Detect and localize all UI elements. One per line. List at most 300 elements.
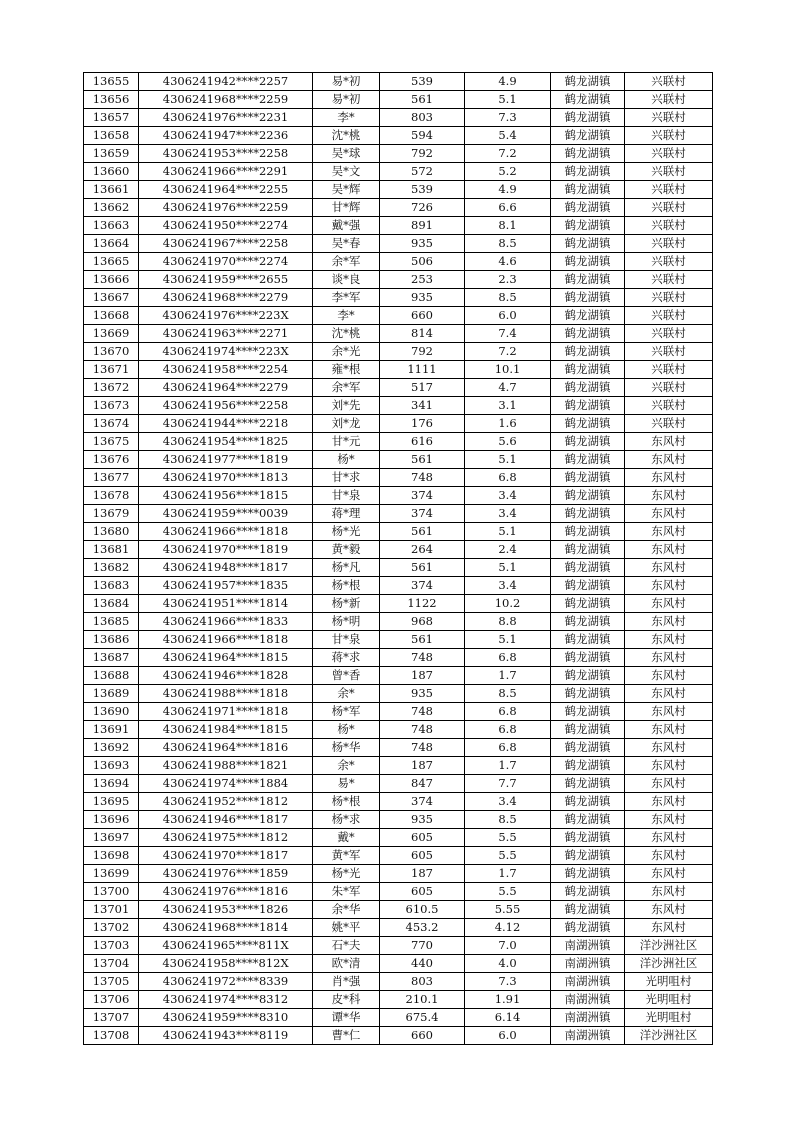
quantity-cell: 8.1 bbox=[465, 217, 551, 235]
table-row bbox=[84, 325, 713, 343]
town-cell: 鹤龙湖镇 bbox=[551, 847, 625, 865]
amount-cell: 616 bbox=[380, 433, 465, 451]
town-cell: 鹤龙湖镇 bbox=[551, 451, 625, 469]
town-cell: 鹤龙湖镇 bbox=[551, 577, 625, 595]
serial-number-cell: 13674 bbox=[84, 415, 139, 433]
name-cell: 李* bbox=[313, 307, 380, 325]
quantity-cell: 8.8 bbox=[465, 613, 551, 631]
quantity-cell: 7.2 bbox=[465, 343, 551, 361]
amount-cell: 187 bbox=[380, 667, 465, 685]
quantity-cell: 2.4 bbox=[465, 541, 551, 559]
village-cell: 光明咀村 bbox=[625, 1009, 713, 1027]
id-number-cell: 4306241966****1833 bbox=[139, 613, 313, 631]
quantity-cell: 6.6 bbox=[465, 199, 551, 217]
serial-number-cell: 13673 bbox=[84, 397, 139, 415]
village-cell: 兴联村 bbox=[625, 127, 713, 145]
town-cell: 鹤龙湖镇 bbox=[551, 127, 625, 145]
amount-cell: 374 bbox=[380, 487, 465, 505]
village-cell: 洋沙洲社区 bbox=[625, 937, 713, 955]
serial-number-cell: 13661 bbox=[84, 181, 139, 199]
table-row bbox=[84, 163, 713, 181]
town-cell: 鹤龙湖镇 bbox=[551, 739, 625, 757]
amount-cell: 605 bbox=[380, 829, 465, 847]
village-cell: 东风村 bbox=[625, 883, 713, 901]
id-number-cell: 4306241964****2279 bbox=[139, 379, 313, 397]
quantity-cell: 6.8 bbox=[465, 739, 551, 757]
village-cell: 东风村 bbox=[625, 649, 713, 667]
quantity-cell: 1.91 bbox=[465, 991, 551, 1009]
serial-number-cell: 13695 bbox=[84, 793, 139, 811]
id-number-cell: 4306241963****2271 bbox=[139, 325, 313, 343]
table-row bbox=[84, 361, 713, 379]
quantity-cell: 5.2 bbox=[465, 163, 551, 181]
id-number-cell: 4306241944****2218 bbox=[139, 415, 313, 433]
quantity-cell: 8.5 bbox=[465, 289, 551, 307]
name-cell: 黄*毅 bbox=[313, 541, 380, 559]
town-cell: 鹤龙湖镇 bbox=[551, 73, 625, 91]
quantity-cell: 5.1 bbox=[465, 451, 551, 469]
quantity-cell: 3.4 bbox=[465, 487, 551, 505]
village-cell: 东风村 bbox=[625, 469, 713, 487]
amount-cell: 561 bbox=[380, 91, 465, 109]
village-cell: 东风村 bbox=[625, 433, 713, 451]
name-cell: 吴*球 bbox=[313, 145, 380, 163]
serial-number-cell: 13704 bbox=[84, 955, 139, 973]
quantity-cell: 1.7 bbox=[465, 757, 551, 775]
town-cell: 鹤龙湖镇 bbox=[551, 145, 625, 163]
quantity-cell: 1.6 bbox=[465, 415, 551, 433]
village-cell: 东风村 bbox=[625, 613, 713, 631]
quantity-cell: 5.6 bbox=[465, 433, 551, 451]
amount-cell: 453.2 bbox=[380, 919, 465, 937]
serial-number-cell: 13683 bbox=[84, 577, 139, 595]
serial-number-cell: 13657 bbox=[84, 109, 139, 127]
name-cell: 易* bbox=[313, 775, 380, 793]
village-cell: 兴联村 bbox=[625, 217, 713, 235]
id-number-cell: 4306241964****2255 bbox=[139, 181, 313, 199]
id-number-cell: 4306241964****1816 bbox=[139, 739, 313, 757]
table-row bbox=[84, 541, 713, 559]
town-cell: 鹤龙湖镇 bbox=[551, 649, 625, 667]
quantity-cell: 7.4 bbox=[465, 325, 551, 343]
town-cell: 鹤龙湖镇 bbox=[551, 559, 625, 577]
quantity-cell: 5.1 bbox=[465, 523, 551, 541]
table-row bbox=[84, 955, 713, 973]
table-row bbox=[84, 505, 713, 523]
quantity-cell: 5.5 bbox=[465, 829, 551, 847]
id-number-cell: 4306241946****1828 bbox=[139, 667, 313, 685]
id-number-cell: 4306241974****1884 bbox=[139, 775, 313, 793]
table-row bbox=[84, 613, 713, 631]
quantity-cell: 5.55 bbox=[465, 901, 551, 919]
table-row bbox=[84, 109, 713, 127]
name-cell: 杨* bbox=[313, 451, 380, 469]
town-cell: 鹤龙湖镇 bbox=[551, 163, 625, 181]
id-number-cell: 4306241956****1815 bbox=[139, 487, 313, 505]
name-cell: 杨*新 bbox=[313, 595, 380, 613]
id-number-cell: 4306241946****1817 bbox=[139, 811, 313, 829]
serial-number-cell: 13682 bbox=[84, 559, 139, 577]
amount-cell: 594 bbox=[380, 127, 465, 145]
serial-number-cell: 13675 bbox=[84, 433, 139, 451]
village-cell: 东风村 bbox=[625, 757, 713, 775]
table-row bbox=[84, 973, 713, 991]
village-cell: 东风村 bbox=[625, 901, 713, 919]
serial-number-cell: 13687 bbox=[84, 649, 139, 667]
village-cell: 东风村 bbox=[625, 811, 713, 829]
village-cell: 东风村 bbox=[625, 703, 713, 721]
amount-cell: 374 bbox=[380, 793, 465, 811]
amount-cell: 187 bbox=[380, 865, 465, 883]
village-cell: 兴联村 bbox=[625, 109, 713, 127]
id-number-cell: 4306241965****811X bbox=[139, 937, 313, 955]
amount-cell: 792 bbox=[380, 343, 465, 361]
table-row bbox=[84, 775, 713, 793]
town-cell: 鹤龙湖镇 bbox=[551, 379, 625, 397]
name-cell: 余*军 bbox=[313, 379, 380, 397]
name-cell: 杨*根 bbox=[313, 577, 380, 595]
serial-number-cell: 13668 bbox=[84, 307, 139, 325]
amount-cell: 814 bbox=[380, 325, 465, 343]
id-number-cell: 4306241968****2279 bbox=[139, 289, 313, 307]
id-number-cell: 4306241974****8312 bbox=[139, 991, 313, 1009]
id-number-cell: 4306241966****2291 bbox=[139, 163, 313, 181]
table-row bbox=[84, 433, 713, 451]
serial-number-cell: 13677 bbox=[84, 469, 139, 487]
town-cell: 鹤龙湖镇 bbox=[551, 703, 625, 721]
town-cell: 鹤龙湖镇 bbox=[551, 919, 625, 937]
id-number-cell: 4306241957****1835 bbox=[139, 577, 313, 595]
quantity-cell: 4.7 bbox=[465, 379, 551, 397]
town-cell: 鹤龙湖镇 bbox=[551, 541, 625, 559]
amount-cell: 1111 bbox=[380, 361, 465, 379]
town-cell: 南湖洲镇 bbox=[551, 1027, 625, 1045]
quantity-cell: 7.7 bbox=[465, 775, 551, 793]
amount-cell: 517 bbox=[380, 379, 465, 397]
town-cell: 鹤龙湖镇 bbox=[551, 793, 625, 811]
id-number-cell: 4306241959****0039 bbox=[139, 505, 313, 523]
village-cell: 兴联村 bbox=[625, 289, 713, 307]
serial-number-cell: 13658 bbox=[84, 127, 139, 145]
amount-cell: 253 bbox=[380, 271, 465, 289]
id-number-cell: 4306241976****223X bbox=[139, 307, 313, 325]
amount-cell: 539 bbox=[380, 73, 465, 91]
name-cell: 甘*泉 bbox=[313, 487, 380, 505]
village-cell: 东风村 bbox=[625, 595, 713, 613]
id-number-cell: 4306241951****1814 bbox=[139, 595, 313, 613]
amount-cell: 935 bbox=[380, 235, 465, 253]
table-row bbox=[84, 577, 713, 595]
name-cell: 杨*求 bbox=[313, 811, 380, 829]
name-cell: 杨*明 bbox=[313, 613, 380, 631]
village-cell: 光明咀村 bbox=[625, 973, 713, 991]
id-number-cell: 4306241954****1825 bbox=[139, 433, 313, 451]
quantity-cell: 5.4 bbox=[465, 127, 551, 145]
village-cell: 东风村 bbox=[625, 487, 713, 505]
name-cell: 欧*清 bbox=[313, 955, 380, 973]
table-row bbox=[84, 649, 713, 667]
id-number-cell: 4306241970****1813 bbox=[139, 469, 313, 487]
quantity-cell: 3.4 bbox=[465, 505, 551, 523]
name-cell: 石*夫 bbox=[313, 937, 380, 955]
amount-cell: 803 bbox=[380, 973, 465, 991]
town-cell: 鹤龙湖镇 bbox=[551, 901, 625, 919]
serial-number-cell: 13700 bbox=[84, 883, 139, 901]
quantity-cell: 7.2 bbox=[465, 145, 551, 163]
serial-number-cell: 13697 bbox=[84, 829, 139, 847]
id-number-cell: 4306241959****8310 bbox=[139, 1009, 313, 1027]
name-cell: 蒋*理 bbox=[313, 505, 380, 523]
amount-cell: 935 bbox=[380, 811, 465, 829]
table-row bbox=[84, 793, 713, 811]
id-number-cell: 4306241958****812X bbox=[139, 955, 313, 973]
table-row bbox=[84, 865, 713, 883]
name-cell: 雍*根 bbox=[313, 361, 380, 379]
serial-number-cell: 13659 bbox=[84, 145, 139, 163]
table-row bbox=[84, 181, 713, 199]
serial-number-cell: 13689 bbox=[84, 685, 139, 703]
name-cell: 吴*春 bbox=[313, 235, 380, 253]
serial-number-cell: 13688 bbox=[84, 667, 139, 685]
town-cell: 鹤龙湖镇 bbox=[551, 271, 625, 289]
name-cell: 戴* bbox=[313, 829, 380, 847]
town-cell: 鹤龙湖镇 bbox=[551, 397, 625, 415]
amount-cell: 748 bbox=[380, 649, 465, 667]
quantity-cell: 3.4 bbox=[465, 793, 551, 811]
serial-number-cell: 13662 bbox=[84, 199, 139, 217]
quantity-cell: 7.3 bbox=[465, 109, 551, 127]
table-row bbox=[84, 217, 713, 235]
name-cell: 刘*先 bbox=[313, 397, 380, 415]
town-cell: 鹤龙湖镇 bbox=[551, 253, 625, 271]
amount-cell: 440 bbox=[380, 955, 465, 973]
amount-cell: 770 bbox=[380, 937, 465, 955]
village-cell: 兴联村 bbox=[625, 91, 713, 109]
name-cell: 杨*军 bbox=[313, 703, 380, 721]
id-number-cell: 4306241988****1818 bbox=[139, 685, 313, 703]
village-cell: 兴联村 bbox=[625, 199, 713, 217]
id-number-cell: 4306241964****1815 bbox=[139, 649, 313, 667]
quantity-cell: 10.2 bbox=[465, 595, 551, 613]
village-cell: 兴联村 bbox=[625, 415, 713, 433]
name-cell: 吴*文 bbox=[313, 163, 380, 181]
name-cell: 杨*光 bbox=[313, 865, 380, 883]
town-cell: 鹤龙湖镇 bbox=[551, 523, 625, 541]
serial-number-cell: 13667 bbox=[84, 289, 139, 307]
town-cell: 鹤龙湖镇 bbox=[551, 181, 625, 199]
name-cell: 谈*良 bbox=[313, 271, 380, 289]
village-cell: 东风村 bbox=[625, 847, 713, 865]
quantity-cell: 7.0 bbox=[465, 937, 551, 955]
serial-number-cell: 13665 bbox=[84, 253, 139, 271]
quantity-cell: 2.3 bbox=[465, 271, 551, 289]
table-row bbox=[84, 397, 713, 415]
amount-cell: 210.1 bbox=[380, 991, 465, 1009]
town-cell: 鹤龙湖镇 bbox=[551, 721, 625, 739]
town-cell: 南湖洲镇 bbox=[551, 991, 625, 1009]
serial-number-cell: 13670 bbox=[84, 343, 139, 361]
quantity-cell: 4.6 bbox=[465, 253, 551, 271]
amount-cell: 561 bbox=[380, 451, 465, 469]
town-cell: 鹤龙湖镇 bbox=[551, 199, 625, 217]
id-number-cell: 4306241971****1818 bbox=[139, 703, 313, 721]
id-number-cell: 4306241972****8339 bbox=[139, 973, 313, 991]
village-cell: 兴联村 bbox=[625, 73, 713, 91]
quantity-cell: 4.9 bbox=[465, 73, 551, 91]
town-cell: 鹤龙湖镇 bbox=[551, 109, 625, 127]
amount-cell: 803 bbox=[380, 109, 465, 127]
id-number-cell: 4306241976****2231 bbox=[139, 109, 313, 127]
id-number-cell: 4306241958****2254 bbox=[139, 361, 313, 379]
town-cell: 鹤龙湖镇 bbox=[551, 685, 625, 703]
village-cell: 兴联村 bbox=[625, 271, 713, 289]
amount-cell: 374 bbox=[380, 577, 465, 595]
amount-cell: 341 bbox=[380, 397, 465, 415]
town-cell: 南湖洲镇 bbox=[551, 973, 625, 991]
quantity-cell: 6.8 bbox=[465, 649, 551, 667]
serial-number-cell: 13685 bbox=[84, 613, 139, 631]
town-cell: 鹤龙湖镇 bbox=[551, 505, 625, 523]
name-cell: 杨* bbox=[313, 721, 380, 739]
id-number-cell: 4306241943****8119 bbox=[139, 1027, 313, 1045]
town-cell: 鹤龙湖镇 bbox=[551, 757, 625, 775]
quantity-cell: 7.3 bbox=[465, 973, 551, 991]
id-number-cell: 4306241950****2274 bbox=[139, 217, 313, 235]
records-table-body bbox=[84, 73, 713, 1045]
table-row bbox=[84, 469, 713, 487]
table-row bbox=[84, 271, 713, 289]
quantity-cell: 8.5 bbox=[465, 685, 551, 703]
id-number-cell: 4306241984****1815 bbox=[139, 721, 313, 739]
serial-number-cell: 13681 bbox=[84, 541, 139, 559]
village-cell: 东风村 bbox=[625, 865, 713, 883]
serial-number-cell: 13693 bbox=[84, 757, 139, 775]
serial-number-cell: 13680 bbox=[84, 523, 139, 541]
id-number-cell: 4306241966****1818 bbox=[139, 631, 313, 649]
town-cell: 南湖洲镇 bbox=[551, 1009, 625, 1027]
table-row bbox=[84, 487, 713, 505]
serial-number-cell: 13679 bbox=[84, 505, 139, 523]
amount-cell: 506 bbox=[380, 253, 465, 271]
village-cell: 东风村 bbox=[625, 631, 713, 649]
table-row bbox=[84, 919, 713, 937]
name-cell: 戴*强 bbox=[313, 217, 380, 235]
id-number-cell: 4306241948****1817 bbox=[139, 559, 313, 577]
name-cell: 易*初 bbox=[313, 73, 380, 91]
table-row bbox=[84, 343, 713, 361]
town-cell: 鹤龙湖镇 bbox=[551, 433, 625, 451]
amount-cell: 561 bbox=[380, 523, 465, 541]
amount-cell: 1122 bbox=[380, 595, 465, 613]
amount-cell: 374 bbox=[380, 505, 465, 523]
quantity-cell: 5.5 bbox=[465, 847, 551, 865]
serial-number-cell: 13678 bbox=[84, 487, 139, 505]
id-number-cell: 4306241988****1821 bbox=[139, 757, 313, 775]
name-cell: 曾*香 bbox=[313, 667, 380, 685]
town-cell: 鹤龙湖镇 bbox=[551, 91, 625, 109]
serial-number-cell: 13676 bbox=[84, 451, 139, 469]
id-number-cell: 4306241968****1814 bbox=[139, 919, 313, 937]
name-cell: 杨*根 bbox=[313, 793, 380, 811]
quantity-cell: 8.5 bbox=[465, 235, 551, 253]
town-cell: 鹤龙湖镇 bbox=[551, 883, 625, 901]
quantity-cell: 1.7 bbox=[465, 865, 551, 883]
name-cell: 皮*科 bbox=[313, 991, 380, 1009]
village-cell: 东风村 bbox=[625, 523, 713, 541]
village-cell: 兴联村 bbox=[625, 379, 713, 397]
table-row bbox=[84, 1027, 713, 1045]
id-number-cell: 4306241967****2258 bbox=[139, 235, 313, 253]
id-number-cell: 4306241952****1812 bbox=[139, 793, 313, 811]
serial-number-cell: 13663 bbox=[84, 217, 139, 235]
table-row bbox=[84, 235, 713, 253]
amount-cell: 748 bbox=[380, 703, 465, 721]
name-cell: 甘*元 bbox=[313, 433, 380, 451]
quantity-cell: 4.9 bbox=[465, 181, 551, 199]
serial-number-cell: 13702 bbox=[84, 919, 139, 937]
village-cell: 东风村 bbox=[625, 667, 713, 685]
name-cell: 谭*华 bbox=[313, 1009, 380, 1027]
serial-number-cell: 13656 bbox=[84, 91, 139, 109]
village-cell: 洋沙洲社区 bbox=[625, 955, 713, 973]
id-number-cell: 4306241976****1816 bbox=[139, 883, 313, 901]
table-row bbox=[84, 559, 713, 577]
quantity-cell: 4.12 bbox=[465, 919, 551, 937]
serial-number-cell: 13666 bbox=[84, 271, 139, 289]
amount-cell: 539 bbox=[380, 181, 465, 199]
village-cell: 东风村 bbox=[625, 829, 713, 847]
amount-cell: 561 bbox=[380, 631, 465, 649]
village-cell: 东风村 bbox=[625, 721, 713, 739]
village-cell: 东风村 bbox=[625, 739, 713, 757]
id-number-cell: 4306241947****2236 bbox=[139, 127, 313, 145]
village-cell: 兴联村 bbox=[625, 181, 713, 199]
serial-number-cell: 13686 bbox=[84, 631, 139, 649]
serial-number-cell: 13664 bbox=[84, 235, 139, 253]
town-cell: 鹤龙湖镇 bbox=[551, 595, 625, 613]
village-cell: 东风村 bbox=[625, 559, 713, 577]
village-cell: 东风村 bbox=[625, 541, 713, 559]
amount-cell: 792 bbox=[380, 145, 465, 163]
amount-cell: 660 bbox=[380, 1027, 465, 1045]
quantity-cell: 6.0 bbox=[465, 1027, 551, 1045]
name-cell: 甘*辉 bbox=[313, 199, 380, 217]
name-cell: 黄*军 bbox=[313, 847, 380, 865]
quantity-cell: 1.7 bbox=[465, 667, 551, 685]
table-row bbox=[84, 883, 713, 901]
village-cell: 兴联村 bbox=[625, 253, 713, 271]
name-cell: 余* bbox=[313, 685, 380, 703]
name-cell: 李*军 bbox=[313, 289, 380, 307]
serial-number-cell: 13655 bbox=[84, 73, 139, 91]
amount-cell: 847 bbox=[380, 775, 465, 793]
serial-number-cell: 13669 bbox=[84, 325, 139, 343]
table-row bbox=[84, 667, 713, 685]
quantity-cell: 6.0 bbox=[465, 307, 551, 325]
town-cell: 鹤龙湖镇 bbox=[551, 775, 625, 793]
table-row bbox=[84, 901, 713, 919]
table-row bbox=[84, 523, 713, 541]
table-row bbox=[84, 415, 713, 433]
name-cell: 吴*辉 bbox=[313, 181, 380, 199]
village-cell: 光明咀村 bbox=[625, 991, 713, 1009]
amount-cell: 605 bbox=[380, 847, 465, 865]
amount-cell: 935 bbox=[380, 289, 465, 307]
name-cell: 余* bbox=[313, 757, 380, 775]
serial-number-cell: 13705 bbox=[84, 973, 139, 991]
amount-cell: 660 bbox=[380, 307, 465, 325]
quantity-cell: 4.0 bbox=[465, 955, 551, 973]
